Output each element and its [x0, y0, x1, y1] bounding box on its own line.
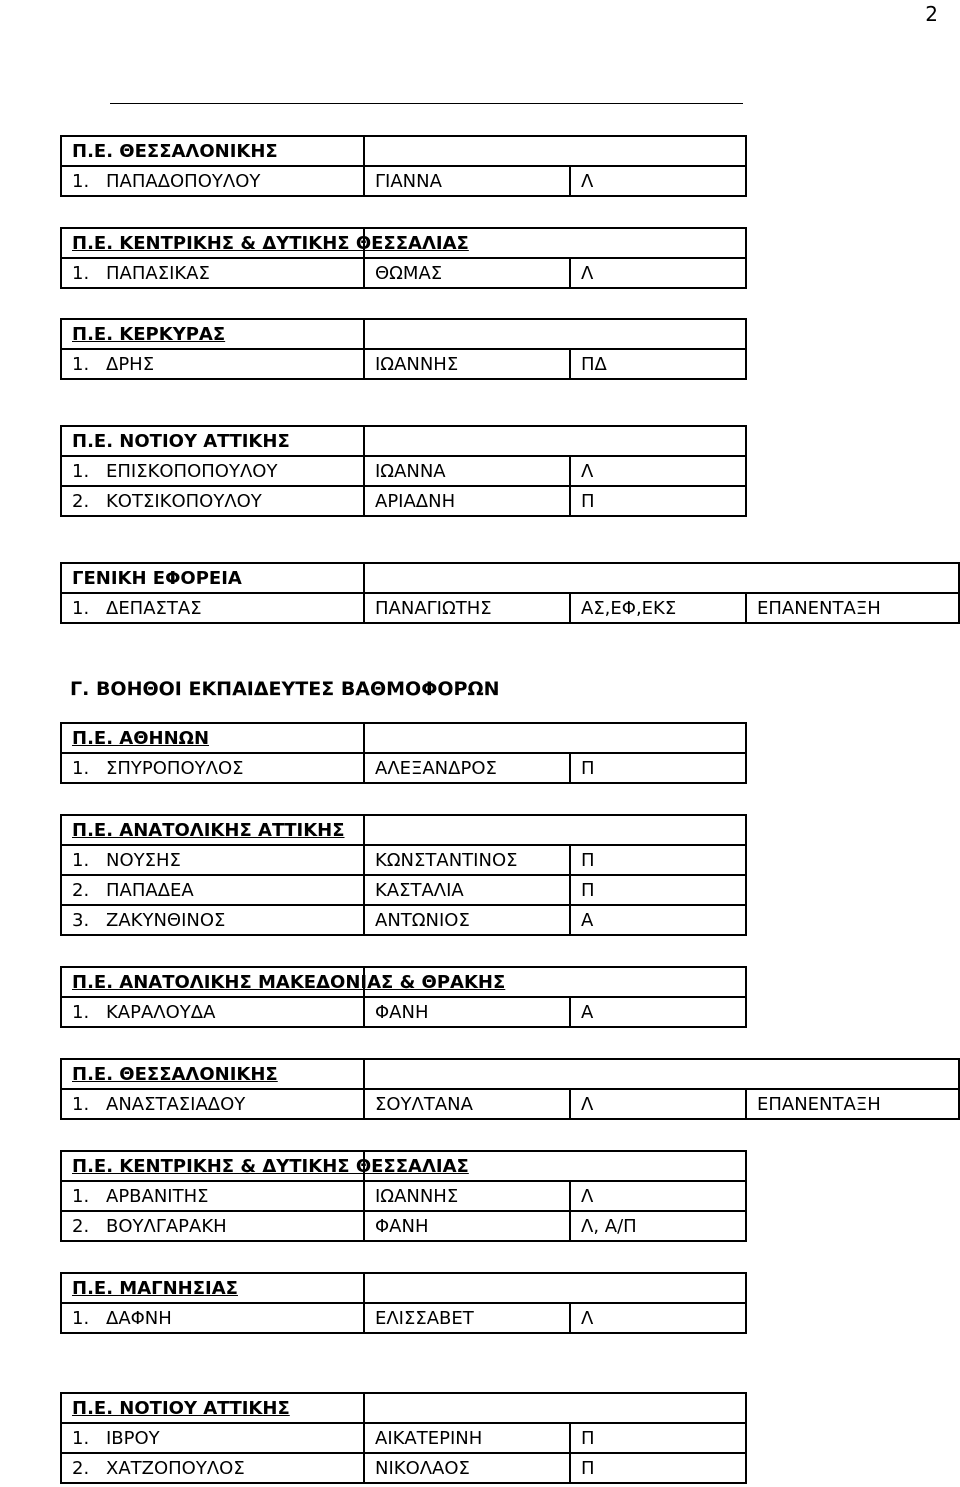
header-empty-cell [364, 426, 746, 456]
table-row [61, 875, 746, 905]
surname-cell [61, 875, 364, 905]
category-code: Α [570, 905, 746, 935]
category-code: Λ [570, 166, 746, 196]
surname-cell [61, 845, 364, 875]
region-header-row [61, 136, 746, 166]
note: ΕΠΑΝΕΝΤΑΞΗ [746, 593, 959, 623]
surname: ΣΠΥΡΟΠΟΥΛΟΣ [106, 757, 244, 779]
region-table [60, 966, 747, 1028]
row-number: 2. [72, 1457, 90, 1479]
row-number: 1. [72, 849, 90, 871]
surname-cell [61, 1181, 364, 1211]
surname: ΔΑΦΝΗ [106, 1307, 172, 1329]
table-row [61, 456, 746, 486]
region-header-row [61, 1059, 959, 1089]
category-code: Α [570, 997, 746, 1027]
category-code: Π [570, 486, 746, 516]
row-number: 1. [72, 1001, 90, 1023]
header-empty-cell [364, 1393, 746, 1423]
row-number: 2. [72, 1215, 90, 1237]
surname: ΔΡΗΣ [106, 353, 155, 375]
region-title: Π.Ε. ΚΕΝΤΡΙΚΗΣ & ΔΥΤΙΚΗΣ ΘΕΣΣΑΛΙΑΣ [61, 228, 364, 258]
header-empty-cell [364, 563, 959, 593]
row-number: 1. [72, 1307, 90, 1329]
surname-cell [61, 1423, 364, 1453]
row-number: 1. [72, 170, 90, 192]
table-row [61, 845, 746, 875]
first-name: ΑΝΤΩΝΙΟΣ [364, 905, 570, 935]
surname-cell [61, 1303, 364, 1333]
region-table [60, 1392, 747, 1484]
table-row [61, 753, 746, 783]
table-row [61, 349, 746, 379]
row-number: 1. [72, 353, 90, 375]
surname-cell [61, 456, 364, 486]
surname-cell [61, 1089, 364, 1119]
row-number: 1. [72, 757, 90, 779]
header-empty-cell [364, 319, 746, 349]
region-header-row [61, 967, 746, 997]
table-row [61, 1303, 746, 1333]
row-number: 1. [72, 1185, 90, 1207]
category-code: Λ [570, 1089, 746, 1119]
section-title: Γ. ΒΟΗΘΟΙ ΕΚΠΑΙΔΕΥΤΕΣ ΒΑΘΜΟΦΟΡΩΝ [70, 678, 500, 700]
row-number: 1. [72, 262, 90, 284]
surname-cell [61, 997, 364, 1027]
category-code: Π [570, 875, 746, 905]
category-code: Π [570, 845, 746, 875]
surname-cell [61, 486, 364, 516]
surname: ΖΑΚΥΝΘΙΝΟΣ [106, 909, 226, 931]
region-header-row [61, 1393, 746, 1423]
region-table [60, 135, 747, 197]
region-header-row [61, 723, 746, 753]
surname: ΒΟΥΛΓΑΡΑΚΗ [106, 1215, 227, 1237]
surname-cell [61, 905, 364, 935]
table-row [61, 258, 746, 288]
first-name: ΙΩΑΝΝΑ [364, 456, 570, 486]
table-row [61, 1089, 959, 1119]
surname: ΙΒΡΟΥ [106, 1427, 160, 1449]
header-empty-cell [364, 1059, 959, 1089]
row-number: 1. [72, 597, 90, 619]
page-number: 2 [925, 2, 938, 26]
surname-cell [61, 593, 364, 623]
table-row [61, 1211, 746, 1241]
surname: ΑΝΑΣΤΑΣΙΑΔΟΥ [106, 1093, 246, 1115]
first-name: ΣΟΥΛΤΑΝΑ [364, 1089, 570, 1119]
surname: ΚΑΡΑΛΟΥΔΑ [106, 1001, 216, 1023]
region-title: Π.Ε. ΘΕΣΣΑΛΟΝΙΚΗΣ [61, 1059, 364, 1089]
category-code: Λ [570, 456, 746, 486]
first-name: ΑΛΕΞΑΝΔΡΟΣ [364, 753, 570, 783]
table-row [61, 905, 746, 935]
first-name: ΕΛΙΣΣΑΒΕΤ [364, 1303, 570, 1333]
region-header-row [61, 1151, 746, 1181]
region-title: Π.Ε. ΝΟΤΙΟΥ ΑΤΤΙΚΗΣ [61, 1393, 364, 1423]
region-table [60, 1150, 747, 1242]
region-title: Π.Ε. ΚΕΝΤΡΙΚΗΣ & ΔΥΤΙΚΗΣ ΘΕΣΣΑΛΙΑΣ [61, 1151, 364, 1181]
category-code: Π [570, 1423, 746, 1453]
table-row [61, 1181, 746, 1211]
table-row [61, 593, 959, 623]
region-title: Π.Ε. ΑΝΑΤΟΛΙΚΗΣ ΜΑΚΕΔΟΝΙΑΣ & ΘΡΑΚΗΣ [61, 967, 364, 997]
surname: ΠΑΠΑΔΕΑ [106, 879, 194, 901]
header-rule [110, 103, 743, 104]
category-code: Λ [570, 1181, 746, 1211]
region-header-row [61, 563, 959, 593]
first-name: ΚΩΝΣΤΑΝΤΙΝΟΣ [364, 845, 570, 875]
region-table [60, 425, 747, 517]
header-empty-cell [364, 1273, 746, 1303]
region-table [60, 814, 747, 936]
first-name: ΝΙΚΟΛΑΟΣ [364, 1453, 570, 1483]
row-number: 2. [72, 879, 90, 901]
table-row [61, 1423, 746, 1453]
table-row [61, 486, 746, 516]
region-title: Π.Ε. ΑΘΗΝΩΝ [61, 723, 364, 753]
surname-cell [61, 349, 364, 379]
region-table [60, 227, 747, 289]
surname-cell [61, 753, 364, 783]
surname: ΚΟΤΣΙΚΟΠΟΥΛΟΥ [106, 490, 262, 512]
region-table [60, 722, 747, 784]
category-code: Λ, Α/Π [570, 1211, 746, 1241]
surname: ΔΕΠΑΣΤΑΣ [106, 597, 202, 619]
first-name: ΑΙΚΑΤΕΡΙΝΗ [364, 1423, 570, 1453]
category-code: Λ [570, 258, 746, 288]
header-empty-cell [364, 136, 746, 166]
surname-cell [61, 258, 364, 288]
surname-cell [61, 1453, 364, 1483]
first-name: ΙΩΑΝΝΗΣ [364, 349, 570, 379]
first-name: ΘΩΜΑΣ [364, 258, 570, 288]
region-title: Π.Ε. ΝΟΤΙΟΥ ΑΤΤΙΚΗΣ [61, 426, 364, 456]
surname: ΠΑΠΑΣΙΚΑΣ [106, 262, 210, 284]
surname-cell [61, 1211, 364, 1241]
region-header-row [61, 228, 746, 258]
category-code: Π [570, 1453, 746, 1483]
row-number: 2. [72, 490, 90, 512]
region-header-row [61, 1273, 746, 1303]
first-name: ΙΩΑΝΝΗΣ [364, 1181, 570, 1211]
table-row [61, 1453, 746, 1483]
row-number: 1. [72, 1093, 90, 1115]
surname: ΠΑΠΑΔΟΠΟΥΛΟΥ [106, 170, 261, 192]
table-row [61, 997, 746, 1027]
surname: ΧΑΤΖΟΠΟΥΛΟΣ [106, 1457, 245, 1479]
row-number: 1. [72, 460, 90, 482]
table-row [61, 166, 746, 196]
region-header-row [61, 319, 746, 349]
first-name: ΚΑΣΤΑΛΙΑ [364, 875, 570, 905]
first-name: ΑΡΙΑΔΝΗ [364, 486, 570, 516]
surname: ΑΡΒΑΝΙΤΗΣ [106, 1185, 209, 1207]
header-empty-cell [364, 815, 746, 845]
region-header-row [61, 815, 746, 845]
region-header-row [61, 426, 746, 456]
region-title: Π.Ε. ΚΕΡΚΥΡΑΣ [61, 319, 364, 349]
region-title: Π.Ε. ΜΑΓΝΗΣΙΑΣ [61, 1273, 364, 1303]
row-number: 1. [72, 1427, 90, 1449]
surname: ΕΠΙΣΚΟΠΟΠΟΥΛΟΥ [106, 460, 278, 482]
surname-cell [61, 166, 364, 196]
first-name: ΦΑΝΗ [364, 997, 570, 1027]
first-name: ΦΑΝΗ [364, 1211, 570, 1241]
header-empty-cell [364, 723, 746, 753]
category-code: ΑΣ,ΕΦ,ΕΚΣ [570, 593, 746, 623]
category-code: Λ [570, 1303, 746, 1333]
row-number: 3. [72, 909, 90, 931]
region-title: ΓΕΝΙΚΗ ΕΦΟΡΕΙΑ [61, 563, 364, 593]
region-table [60, 562, 960, 624]
region-table [60, 1272, 747, 1334]
region-table [60, 318, 747, 380]
first-name: ΓΙΑΝΝΑ [364, 166, 570, 196]
first-name: ΠΑΝΑΓΙΩΤΗΣ [364, 593, 570, 623]
category-code: ΠΔ [570, 349, 746, 379]
surname: ΝΟΥΣΗΣ [106, 849, 181, 871]
region-title: Π.Ε. ΘΕΣΣΑΛΟΝΙΚΗΣ [61, 136, 364, 166]
note: ΕΠΑΝΕΝΤΑΞΗ [746, 1089, 959, 1119]
region-title: Π.Ε. ΑΝΑΤΟΛΙΚΗΣ ΑΤΤΙΚΗΣ [61, 815, 364, 845]
category-code: Π [570, 753, 746, 783]
region-table [60, 1058, 960, 1120]
